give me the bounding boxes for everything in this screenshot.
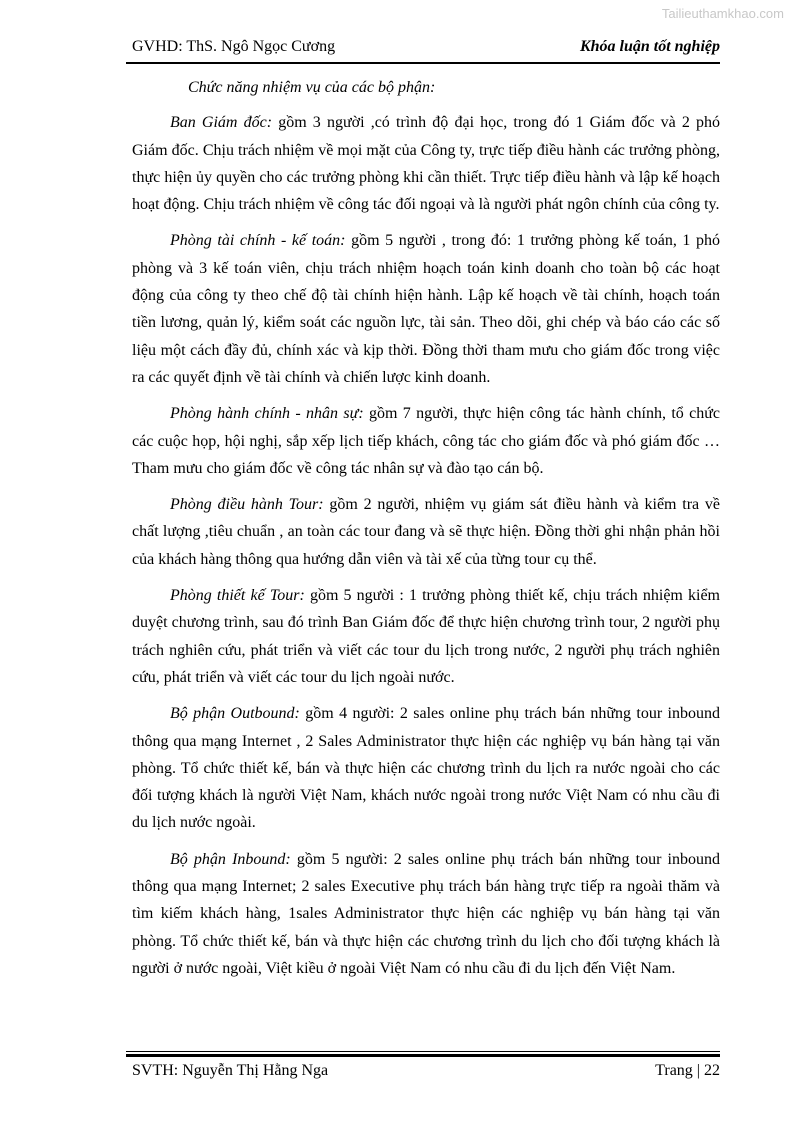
paragraph-outbound bbox=[132, 700, 720, 836]
paragraph-tour-design bbox=[132, 582, 720, 691]
paragraph-lead: Phòng tài chính - kế toán: bbox=[170, 232, 346, 250]
footer-divider-thin bbox=[126, 1051, 720, 1052]
paragraph-tour-operations bbox=[132, 491, 720, 573]
paragraph-board-of-directors bbox=[132, 109, 720, 218]
watermark: Tailieuthamkhao.com bbox=[661, 6, 784, 21]
paragraph-lead: Bộ phận Inbound: bbox=[170, 850, 291, 868]
footer-student: SVTH: Nguyễn Thị Hằng Nga bbox=[132, 1062, 329, 1079]
header-advisor: GVHD: ThS. Ngô Ngọc Cương bbox=[132, 38, 336, 55]
paragraph-lead: Ban Giám đốc: bbox=[170, 114, 273, 132]
paragraph-lead: Phòng hành chính - nhân sự: bbox=[170, 405, 364, 423]
page-header bbox=[132, 30, 720, 56]
paragraph-finance-accounting bbox=[132, 227, 720, 391]
document-body bbox=[132, 74, 720, 991]
paragraph-lead: Bộ phận Outbound: bbox=[170, 705, 300, 723]
header-title: Khóa luận tốt nghiệp bbox=[579, 38, 720, 55]
section-heading: Chức năng nhiệm vụ của các bộ phận: bbox=[188, 79, 436, 96]
paragraph-text: gồm 5 người : 1 trưởng phòng thiết kế, chịu trách nhiệm kiểm duyệt chương trình, sau đó trình Ban Giám đốc để thực hiện chương trình tour, 2 người phụ trách nghiên cứu, phát triển và viết các tour du lịch trong nước, 2 người phụ trách nghiên cứu, phát triển và viết các tour du lịch ngoài nước. bbox=[132, 587, 720, 686]
paragraph-text: gồm 4 người: 2 sales online phụ trách bán những tour inbound thông qua mạng Internet , 2 Sales Administrator thực hiện các nghiệp vụ bán hàng tại văn phòng. Tổ chức thiết kế, bán và thực hiện các chương trình du lịch ra nước ngoài cho các đối tượng khách là người Việt Nam, khách nước ngoài trong nước Việt Nam có nhu cầu đi du lịch nước ngoài. bbox=[132, 705, 720, 832]
paragraph-text: gồm 5 người: 2 sales online phụ trách bán những tour inbound thông qua mạng Internet; 2 sales Executive phụ trách bán hàng trực tiếp ra ngoài thăm và tìm kiếm khách hàng, 1sales Administrator thực hiện các nghiệp vụ bán hàng tại văn phòng. Tổ chức thiết kế, bán và thực hiện các chương trình du lịch cho đối tượng khách là người ở nước ngoài, Việt kiều ở ngoài Việt Nam có nhu cầu đi du lịch đến Việt Nam. bbox=[132, 850, 721, 977]
paragraph-inbound bbox=[132, 846, 720, 982]
page-number: Trang | 22 bbox=[655, 1062, 720, 1079]
header-divider bbox=[126, 62, 720, 64]
paragraph-admin-hr bbox=[132, 400, 720, 482]
paragraph-text: gồm 3 người ,có trình độ đại học, trong đó 1 Giám đốc và 2 phó Giám đốc. Chịu trách nhiệm về mọi mặt của Công ty, trực tiếp điều hành các trưởng phòng, thực hiện ủy quyền cho các trưởng phòng khi cần thiết. Trực tiếp điều hành và lập kế hoạch hoạt động. Chịu trách nhiệm về công tác đối ngoại và là người phát ngôn chính của công ty. bbox=[132, 114, 720, 214]
footer-divider-thick bbox=[126, 1054, 720, 1057]
paragraph-text: gồm 5 người , trong đó: 1 trưởng phòng kế toán, 1 phó phòng và 3 kế toán viên, chịu trách nhiệm hoạch toán kinh doanh cho toàn bộ các hoạt động của công ty theo chế độ tài chính hiện hành. Lập kế hoạch về tài chính, hoạch toán tiền lương, quản lý, kiểm soát các nguồn lực, tài sản. Theo dõi, ghi chép và báo cáo các số liệu một cách đầy đủ, chính xác và kịp thời. Đồng thời tham mưu cho giám đốc trong việc ra các quyết định về tài chính và chiến lược kinh doanh. bbox=[132, 232, 720, 386]
page-footer bbox=[132, 1062, 720, 1080]
paragraph-text: gồm 2 người, nhiệm vụ giám sát điều hành và kiểm tra về chất lượng ,tiêu chuẩn , an toàn các tour đang và sẽ thực hiện. Đồng thời ghi nhận phản hồi của khách hàng thông qua hướng dẫn viên và tài xế của từng tour cụ thể. bbox=[132, 496, 720, 568]
paragraph-lead: Phòng thiết kế Tour: bbox=[170, 587, 305, 605]
paragraph-lead: Phòng điều hành Tour: bbox=[170, 496, 324, 514]
paragraph-text: gồm 7 người, thực hiện công tác hành chính, tổ chức các cuộc họp, hội nghị, sắp xếp lịch tiếp khách, công tác cho giám đốc và phó giám đốc … Tham mưu cho giám đốc về công tác nhân sự và đào tạo cán bộ. bbox=[132, 405, 720, 477]
